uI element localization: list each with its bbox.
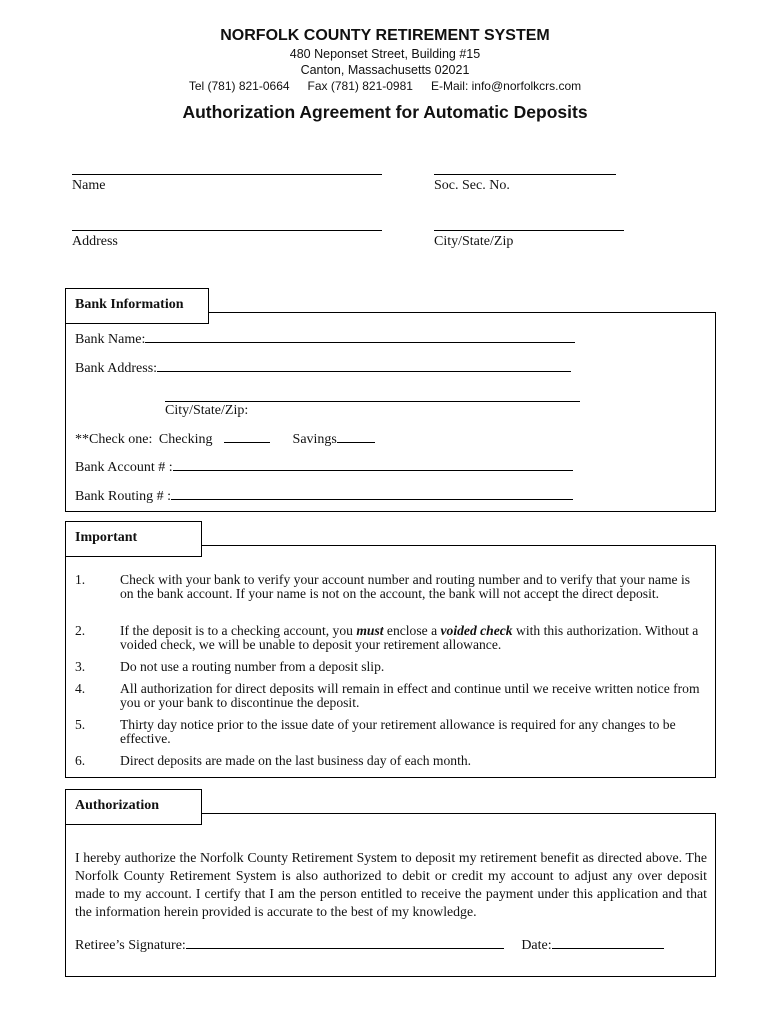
email-address: E-Mail: info@norfolkcrs.com bbox=[430, 79, 582, 93]
check-one-label: **Check one: bbox=[75, 432, 153, 447]
signature-label: Retiree’s Signature: bbox=[75, 938, 186, 953]
address-line-1: 480 Neponset Street, Building #15 bbox=[289, 47, 481, 61]
item-text: Do not use a routing number from a deposit slip. bbox=[120, 659, 385, 674]
bank-address-row bbox=[75, 359, 571, 377]
address-field[interactable] bbox=[72, 230, 382, 231]
city-state-zip-field[interactable] bbox=[434, 230, 624, 231]
account-type-row bbox=[75, 430, 375, 448]
bank-name-label: Bank Name: bbox=[75, 332, 146, 347]
item-text: Thirty day notice prior to the issue date of your retirement allowance is required for any changes to be effective. bbox=[120, 717, 676, 746]
date-label: Date: bbox=[521, 938, 552, 953]
savings-label: Savings bbox=[292, 432, 337, 447]
checking-label: Checking bbox=[158, 432, 213, 447]
emphasis-must: must bbox=[356, 623, 384, 638]
fax-number: Fax (781) 821-0981 bbox=[307, 79, 413, 93]
bank-address-label: Bank Address: bbox=[75, 361, 158, 376]
item-text: Check with your bank to verify your account number and routing number and to verify that your name is on the bank account. If your name is not on the account, the bank will not accept the direct deposit. bbox=[120, 572, 691, 601]
savings-checkbox[interactable] bbox=[337, 430, 375, 443]
item-number: 6. bbox=[75, 753, 86, 768]
contact-line bbox=[0, 79, 770, 93]
address-label: Address bbox=[72, 234, 118, 249]
phone-number: Tel (781) 821-0664 bbox=[188, 79, 290, 93]
bank-address-field[interactable] bbox=[157, 359, 571, 372]
address-line-2: Canton, Massachusetts 02021 bbox=[300, 63, 470, 77]
name-field[interactable] bbox=[72, 174, 382, 175]
authorization-paragraph: I hereby authorize the Norfolk County Retirement System to deposit my retirement benefit as directed above. The Norfolk County Retirement System is also authorized to debit or credit my account to adjust any over deposit made to my account. I certify that I am the person entitled to receive the payment under this application and that the information herein provided is accurate to the best of my knowledge. bbox=[75, 850, 707, 919]
bank-routing-label: Bank Routing # : bbox=[75, 489, 172, 504]
bank-address-line-2[interactable] bbox=[165, 401, 580, 402]
bank-name-field[interactable] bbox=[145, 330, 575, 343]
bank-city-state-zip-label: City/State/Zip: bbox=[165, 403, 249, 418]
bank-account-field[interactable] bbox=[173, 458, 573, 471]
bank-routing-row bbox=[75, 487, 573, 505]
bank-routing-field[interactable] bbox=[171, 487, 573, 500]
form-title: Authorization Agreement for Automatic Deposits bbox=[182, 102, 588, 122]
checking-checkbox[interactable] bbox=[224, 430, 270, 443]
item-text: If the deposit is to a checking account, you must enclose a voided check with this authorization. Without a voided check, we will be unable to deposit your retirement allowance. bbox=[120, 623, 699, 652]
authorization-heading: Authorization bbox=[65, 789, 202, 825]
ssn-label: Soc. Sec. No. bbox=[434, 178, 510, 193]
city-state-zip-label: City/State/Zip bbox=[434, 234, 514, 249]
signature-field[interactable] bbox=[186, 936, 504, 949]
bank-account-label: Bank Account # : bbox=[75, 460, 173, 475]
item-number: 4. bbox=[75, 681, 86, 696]
bank-account-row bbox=[75, 458, 573, 476]
bank-name-row bbox=[75, 330, 575, 348]
item-number: 1. bbox=[75, 572, 86, 587]
item-text: Direct deposits are made on the last business day of each month. bbox=[120, 753, 472, 768]
item-text: All authorization for direct deposits will remain in effect and continue until we receive written notice from you or your bank to discontinue the deposit. bbox=[120, 681, 700, 710]
important-heading: Important bbox=[65, 521, 202, 557]
bank-information-heading: Bank Information bbox=[65, 288, 209, 324]
item-number: 2. bbox=[75, 623, 86, 638]
signature-row bbox=[75, 936, 664, 954]
date-field[interactable] bbox=[552, 936, 664, 949]
name-label: Name bbox=[72, 178, 106, 193]
item-number: 3. bbox=[75, 659, 86, 674]
organization-name: NORFOLK COUNTY RETIREMENT SYSTEM bbox=[220, 27, 550, 44]
ssn-field[interactable] bbox=[434, 174, 616, 175]
item-number: 5. bbox=[75, 717, 86, 732]
emphasis-voided-check: voided check bbox=[440, 623, 513, 638]
